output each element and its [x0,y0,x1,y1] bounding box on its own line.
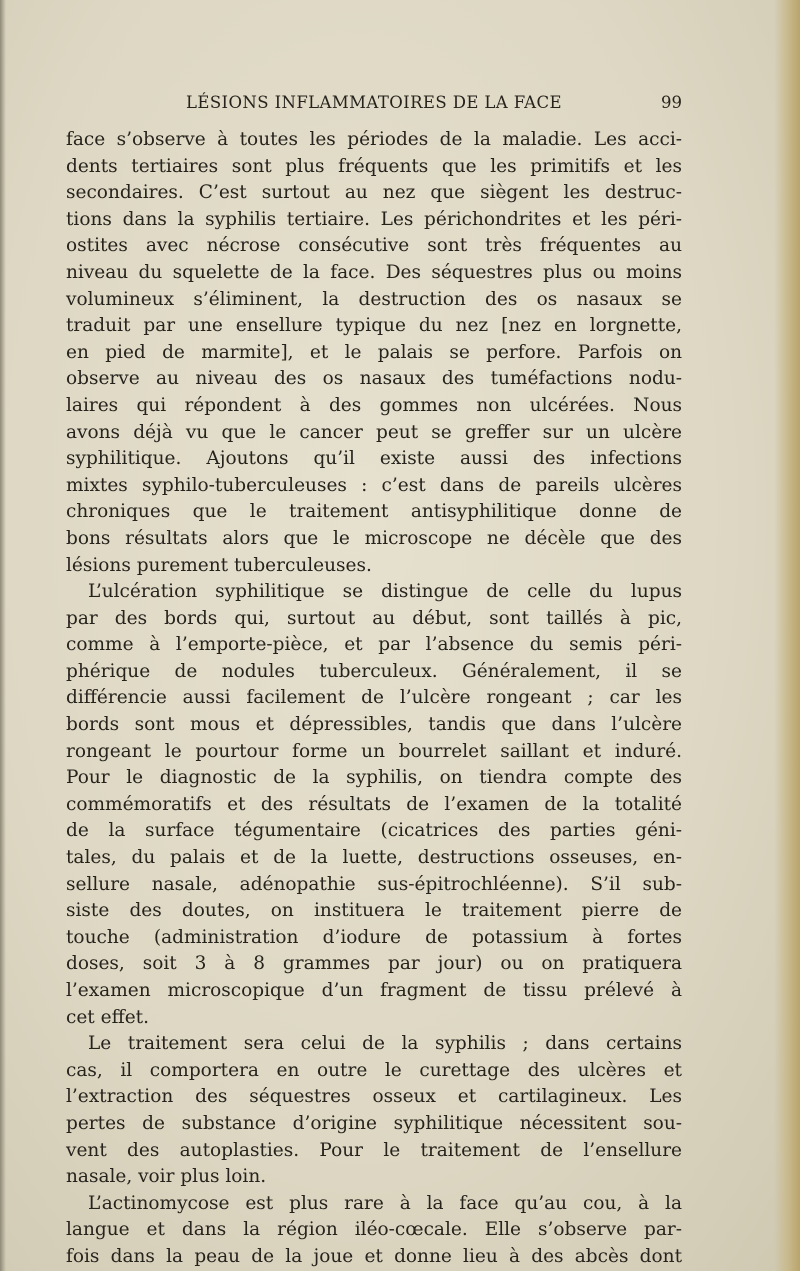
text-line: sellure nasale, adénopathie sus-épitrochléenne). S’il sub- [66,873,682,895]
text-line: bords sont mous et dépressibles, tandis que dans l’ulcère [66,714,682,736]
text-line: Pour le diagnostic de la syphilis, on tiendra compte des [66,767,682,789]
text-line-paragraph-start: L’ulcération syphilitique se distingue de celle du lupus [88,581,682,603]
text-line: siste des doutes, on instituera le traitement pierre de [66,900,682,922]
text-line: rongeant le pourtour forme un bourrelet saillant et induré. [66,740,682,762]
page-gutter-shadow [0,0,6,1271]
text-line: chroniques que le traitement antisyphilitique donne de [66,501,682,523]
page-edge-stain [774,0,800,1271]
text-line: l’extraction des séquestres osseux et cartilagineux. Les [66,1086,682,1108]
text-line: avons déjà vu que le cancer peut se greffer sur un ulcère [66,421,682,443]
text-line: vent des autoplasties. Pour le traitement de l’ensellure [66,1139,682,1161]
text-line: syphilitique. Ajoutons qu’il existe aussi des infections [66,448,682,470]
text-line: phérique de nodules tuberculeux. Généralement, il se [66,660,682,682]
text-line: laires qui répondent à des gommes non ulcérées. Nous [66,394,682,416]
text-line: bons résultats alors que le microscope ne décèle que des [66,527,682,549]
text-line: l’examen microscopique d’un fragment de tissu prélevé à [66,980,682,1001]
text-line: comme à l’emporte-pièce, et par l’absence du semis péri- [66,634,682,656]
text-line: mixtes syphilo-tuberculeuses : c’est dans de pareils ulcères [66,474,682,496]
text-line-paragraph-end: cet effet. [66,1006,149,1028]
text-line-paragraph-end: lésions purement tuberculeuses. [66,554,372,576]
text-line: cas, il comportera en outre le curettage des ulcères et [66,1059,682,1081]
text-line: doses, soit 3 à 8 grammes par jour) ou on pratiquera [66,953,682,975]
running-head [66,90,682,116]
page-number: 99 [661,93,682,112]
text-line: traduit par une ensellure typique du nez [nez en lorgnette, [66,315,682,337]
text-line: langue et dans la région iléo-cœcale. Elle s’observe par- [66,1219,682,1241]
text-line: secondaires. C’est surtout au nez que siègent les destruc- [66,182,682,204]
text-line: par des bords qui, surtout au début, sont taillés à pic, [66,607,682,629]
text-line: commémoratifs et des résultats de l’examen de la totalité [66,793,682,815]
text-line: en pied de marmite], et le palais se perfore. Parfois on [66,341,682,363]
text-line: fois dans la peau de la joue et donne lieu à des abcès dont [66,1245,682,1267]
text-line: touche (administration d’iodure de potassium à fortes [66,926,682,948]
text-line: observe au niveau des os nasaux des tuméfactions nodu- [66,368,682,390]
text-line: niveau du squelette de la face. Des séquestres plus ou moins [66,261,682,283]
text-line: pertes de substance d’origine syphilitique nécessitent sou- [66,1112,682,1134]
text-line: face s’observe à toutes les périodes de la maladie. Les acci- [66,129,682,150]
text-line: volumineux s’éliminent, la destruction des os nasaux se [66,288,682,310]
text-line-paragraph-start: L’actinomycose est plus rare à la face qu’au cou, à la [88,1192,682,1214]
text-line: tions dans la syphilis tertiaire. Les périchondrites et les péri- [66,208,682,230]
text-line: différencie aussi facilement de l’ulcère rongeant ; car les [66,687,682,709]
text-line-paragraph-end: nasale, voir plus loin. [66,1166,267,1188]
text-line: tales, du palais et de la luette, destructions osseuses, en- [66,847,682,869]
text-line-paragraph-start: Le traitement sera celui de la syphilis ; dans certains [88,1033,682,1055]
running-title: LÉSIONS INFLAMMATOIRES DE LA FACE [186,93,562,112]
text-line: dents tertiaires sont plus fréquents que les primitifs et les [66,155,682,177]
text-line: ostites avec nécrose consécutive sont très fréquentes au [66,235,682,257]
text-line: de la surface tégumentaire (cicatrices des parties géni- [66,820,682,842]
body-text [66,127,682,1271]
